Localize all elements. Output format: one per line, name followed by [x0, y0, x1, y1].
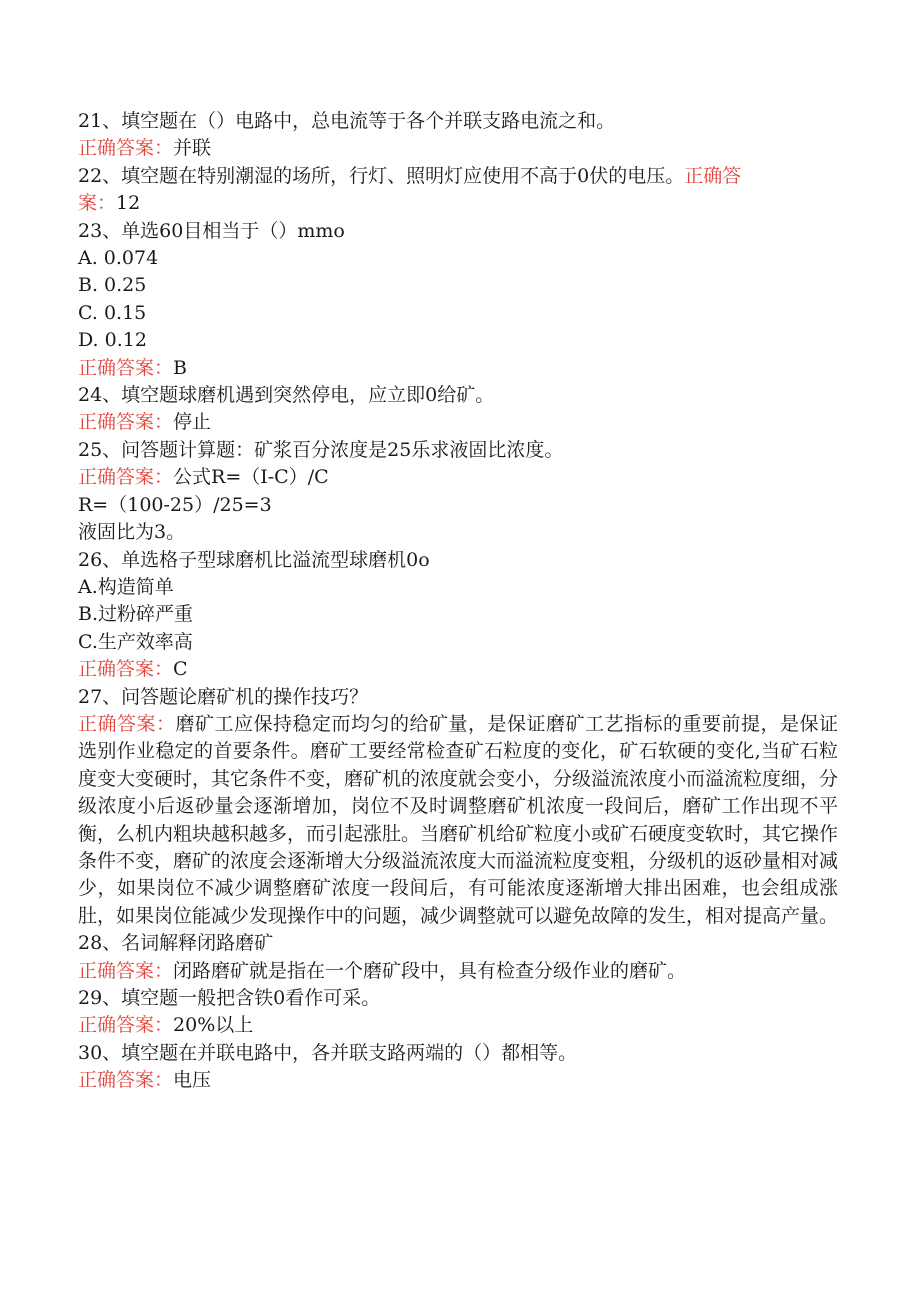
option-23-a: A. 0.074	[78, 247, 159, 270]
answer-value: 20%以上	[173, 1014, 254, 1037]
answer-value: 电压	[173, 1069, 212, 1092]
answer-label: 正确答案：	[78, 137, 174, 160]
option-26-a: A.构造简单	[78, 575, 174, 598]
answer-22	[78, 190, 838, 217]
question-30: 30、填空题在并联电路中，各并联支路两端的（）都相等。	[78, 1041, 578, 1064]
answer-25-line2: R=（100-25）/25=3	[78, 493, 272, 516]
answer-30	[78, 1067, 838, 1094]
answer-label: 正确答案：	[78, 411, 174, 434]
answer-value: B	[173, 356, 187, 379]
answer-label: 正确答案：	[78, 712, 176, 735]
answer-value: 停止	[173, 411, 212, 434]
question-23: 23、单选60目相当于（）mmo	[78, 219, 345, 242]
answer-label: 正确答案：	[78, 1014, 174, 1037]
answer-29	[78, 1012, 838, 1039]
option-23-c: C. 0.15	[78, 301, 147, 324]
answer-value: 公式R=（I-C）/C	[173, 466, 329, 489]
answer-28	[78, 958, 838, 985]
question-text: 22、填空题在特别潮湿的场所，行灯、照明灯应使用不高于0伏的电压。	[78, 164, 685, 187]
question-29: 29、填空题一般把含铁0看作可采。	[78, 987, 381, 1009]
answer-24	[78, 409, 838, 436]
answer-label: 正确答案：	[78, 1069, 174, 1092]
answer-label-part2: 案：	[78, 192, 117, 215]
answer-25	[78, 464, 838, 491]
document-page	[78, 108, 838, 1095]
answer-label: 正确答案：	[78, 356, 174, 379]
question-27: 27、问答题论磨矿机的操作技巧？	[78, 685, 369, 708]
question-22	[78, 163, 838, 190]
answer-value: 闭路磨矿就是指在一个磨矿段中，具有检查分级作业的磨矿。	[173, 959, 687, 982]
question-24: 24、填空题球磨机遇到突然停电，应立即0给矿。	[78, 384, 495, 407]
answer-value: 并联	[173, 137, 212, 160]
answer-27	[78, 711, 838, 930]
question-28: 28、名词解释闭路磨矿	[78, 932, 274, 955]
option-26-b: B.过粉碎严重	[78, 603, 194, 626]
answer-label: 正确答案：	[78, 658, 174, 681]
question-25: 25、问答题计算题：矿浆百分浓度是25乐求液固比浓度。	[78, 438, 564, 461]
option-26-c: C.生产效率高	[78, 630, 193, 653]
answer-label: 正确答案：	[78, 466, 174, 489]
option-23-d: D. 0.12	[78, 329, 147, 352]
answer-value: 12	[116, 192, 141, 215]
option-23-b: B. 0.25	[78, 274, 147, 297]
answer-value: 磨矿工应保持稳定而均匀的给矿量，是保证磨矿工艺指标的重要前提，是保证选别作业稳定的首要条件。磨矿工要经常检查矿石粒度的变化，矿石软硬的变化,当矿石粒度变大变硬时，其它条件不变，磨矿机的浓度就会变小，分级溢流浓度小而溢流粒度细，分级浓度小后返砂量会逐渐增加，岗位不及时调整磨矿机浓度一段间后，磨矿工作出现不平衡，么机内粗块越积越多，而引起涨肚。当磨矿机给矿粒度小或矿石硬度变软时，其它操作条件不变，磨矿的浓度会逐渐增大分级溢流浓度大而溢流粒度变粗，分级机的返砂量相对减少，如果岗位不减少调整磨矿浓度一段间后，有可能浓度逐渐增大排出困难，也会组成涨肚，如果岗位能减少发现操作中的问题，减少调整就可以避免故障的发生，相对提高产量。	[78, 712, 839, 927]
question-26: 26、单选格子型球磨机比溢流型球磨机0o	[78, 548, 430, 571]
question-21: 21、填空题在（）电路中，总电流等于各个并联支路电流之和。	[78, 110, 616, 132]
answer-21	[78, 135, 838, 162]
answer-25-line3: 液固比为3。	[78, 521, 186, 544]
answer-label: 正确答案：	[78, 959, 174, 982]
answer-23	[78, 355, 838, 382]
answer-26	[78, 656, 838, 683]
answer-label-part1: 正确答	[684, 164, 742, 187]
answer-value: C	[173, 658, 188, 681]
